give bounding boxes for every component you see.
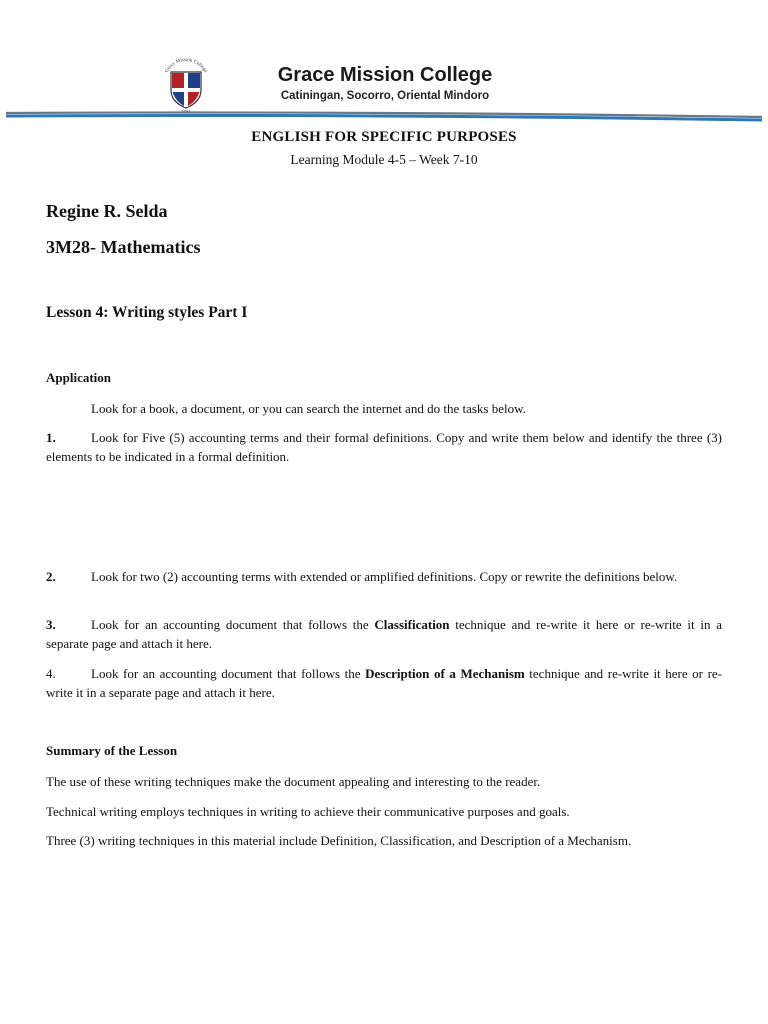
task-text: Look for two (2) accounting terms with extended or amplified definitions. Copy or rewrite the definitions below.	[91, 569, 678, 584]
task-text-before: Look for an accounting document that follows the	[91, 666, 366, 681]
task-4	[46, 664, 722, 702]
task-number: 4.	[46, 666, 56, 681]
college-header	[260, 62, 510, 104]
logo-arc-text: Grace Mission College	[164, 58, 208, 74]
task-text-after: technique and re-write it here or re-write it in a separate page and attach it here.	[46, 666, 723, 700]
college-logo	[157, 58, 215, 114]
summary-paragraph: Technical writing employs techniques in writing to achieve their communicative purposes and goals.	[46, 804, 570, 819]
summary-paragraph: Three (3) writing techniques in this material include Definition, Classification, and Description of a Mechanism.	[46, 833, 632, 848]
module-subtitle: Learning Module 4-5 – Week 7-10	[290, 152, 478, 167]
application-heading: Application	[46, 370, 112, 385]
task-number: 1.	[46, 430, 56, 445]
task-number: 2.	[46, 569, 56, 584]
task-2	[46, 567, 722, 586]
college-address: Catiningan, Socorro, Oriental Mindoro	[280, 90, 490, 102]
logo-year: 1981	[180, 109, 192, 114]
lesson-title: Lesson 4: Writing styles Part I	[46, 304, 248, 321]
task-1	[46, 428, 722, 466]
task-emphasis: Description of a Mechanism	[365, 666, 525, 681]
student-name: Regine R. Selda	[46, 201, 168, 221]
task-emphasis: Classification	[374, 617, 450, 632]
task-text-before: Look for an accounting document that follows the	[91, 617, 375, 632]
application-intro: Look for a book, a document, or you can search the internet and do the tasks below.	[91, 401, 526, 416]
module-title: ENGLISH FOR SPECIFIC PURPOSES	[251, 129, 517, 145]
task-text-after: technique and re-write it here or re-write it in a separate page and attach it here.	[46, 617, 722, 651]
task-text: Look for Five (5) accounting terms and their formal definitions. Copy and write them below and identify the three (3) elements to be indicated in a formal definition.	[46, 430, 722, 464]
summary-heading: Summary of the Lesson	[46, 743, 178, 758]
summary-paragraph: The use of these writing techniques make the document appealing and interesting to the reader.	[46, 774, 541, 789]
college-name: Grace Mission College	[277, 64, 493, 86]
student-course: 3M28- Mathematics	[46, 237, 201, 257]
task-number: 3.	[46, 617, 56, 632]
header-divider	[0, 108, 768, 122]
task-3	[46, 615, 722, 653]
